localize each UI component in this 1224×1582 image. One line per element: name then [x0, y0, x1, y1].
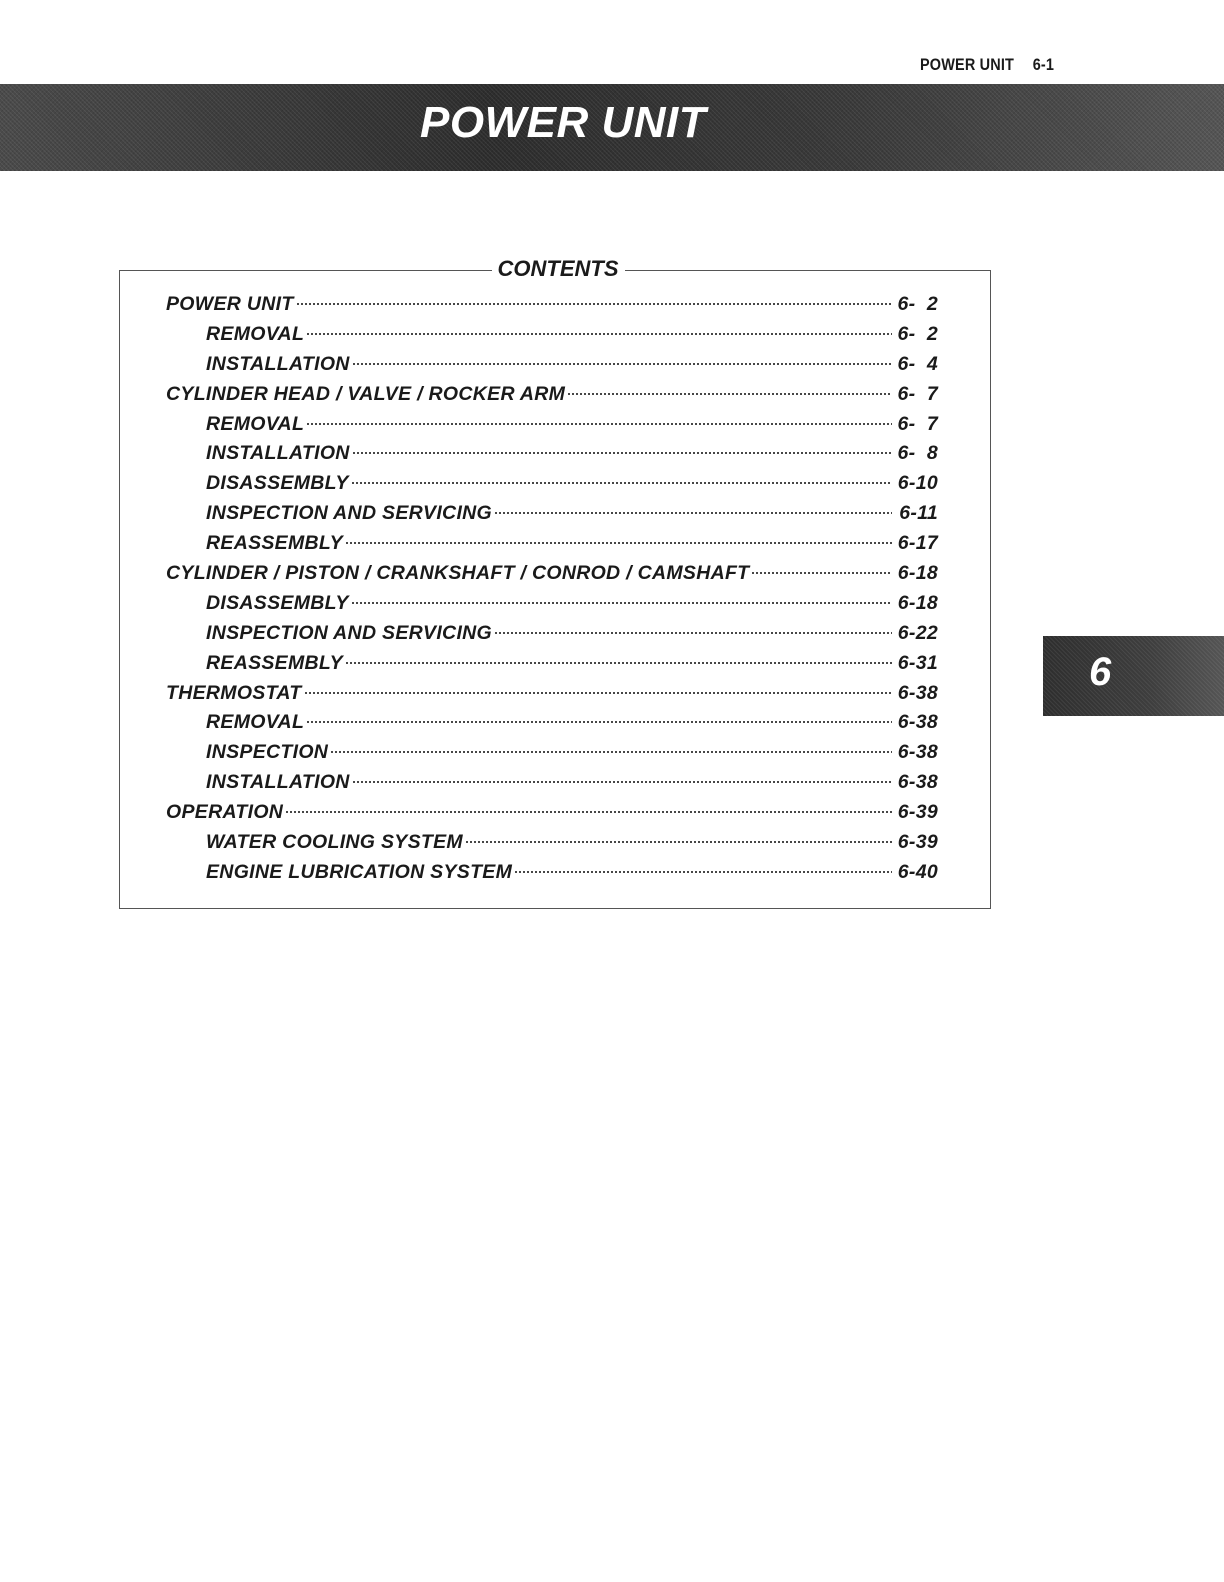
toc-entry-title: INSPECTION AND SERVICING	[206, 502, 493, 525]
toc-entry[interactable]	[166, 801, 938, 831]
section-tab-number: 6	[1089, 650, 1112, 694]
toc-entry-title: DISASSEMBLY	[206, 472, 349, 495]
section-tab	[1043, 636, 1224, 716]
toc-dot-leader	[352, 451, 892, 455]
toc-entry-title: REASSEMBLY	[206, 651, 343, 674]
toc-entry-title: DISASSEMBLY	[206, 591, 349, 614]
running-header	[920, 55, 1073, 75]
toc-entry-title: ENGINE LUBRICATION SYSTEM	[206, 860, 513, 883]
toc-dot-leader	[296, 302, 892, 306]
toc-entry[interactable]	[166, 323, 938, 353]
toc-dot-leader	[352, 780, 892, 784]
toc-dot-leader	[345, 541, 892, 545]
running-header-title: POWER UNIT	[920, 55, 1015, 74]
toc-entry-page: 6-18	[897, 562, 938, 585]
toc-entry-title: REMOVAL	[206, 412, 305, 435]
toc-entry-page: 6-38	[897, 741, 938, 764]
running-header-page-number: 6-1	[1032, 55, 1055, 74]
toc-entry-title: REMOVAL	[206, 711, 305, 734]
chapter-title-banner	[0, 84, 1224, 171]
toc-dot-leader	[306, 332, 892, 336]
toc-entry-page: 6- 2	[897, 293, 938, 315]
toc-entry[interactable]	[166, 711, 938, 741]
toc-entry-page: 6-18	[897, 591, 938, 614]
toc-entry-title: INSTALLATION	[206, 771, 350, 794]
toc-dot-leader	[306, 422, 892, 426]
toc-entry[interactable]	[166, 652, 938, 682]
toc-entry[interactable]	[166, 502, 938, 532]
toc-dot-leader	[514, 870, 892, 874]
toc-entry-page: 6- 8	[897, 442, 938, 465]
toc-entry-page: 6-22	[897, 621, 938, 644]
toc-entry-page: 6-38	[897, 711, 938, 734]
toc-entry-page: 6-11	[899, 502, 938, 525]
toc-entry-page: 6-10	[897, 472, 938, 495]
toc-dot-leader	[494, 631, 892, 635]
toc-entry-title: REASSEMBLY	[206, 532, 343, 555]
toc-entry-title: INSPECTION AND SERVICING	[206, 621, 493, 644]
toc-entry[interactable]	[166, 532, 938, 562]
contents-box	[119, 256, 991, 909]
toc-entry-page: 6- 2	[897, 322, 938, 345]
toc-dot-leader	[351, 481, 892, 485]
toc-entry-page: 6- 4	[897, 352, 938, 375]
toc-entry-title: OPERATION	[166, 801, 284, 824]
toc-dot-leader	[345, 661, 892, 665]
toc-entry-title: INSTALLATION	[206, 442, 350, 465]
toc-list	[166, 293, 938, 891]
toc-entry[interactable]	[166, 472, 938, 502]
toc-dot-leader	[465, 840, 892, 844]
toc-entry-title: INSTALLATION	[206, 352, 350, 375]
contents-heading-wrap	[120, 254, 990, 284]
toc-entry-page: 6-31	[897, 651, 938, 674]
toc-entry[interactable]	[166, 741, 938, 771]
toc-entry-page: 6-38	[897, 771, 938, 794]
toc-entry-title: THERMOSTAT	[166, 681, 302, 704]
toc-entry[interactable]	[166, 771, 938, 801]
toc-entry-title: CYLINDER / PISTON / CRANKSHAFT / CONROD / CAMSHAFT	[166, 562, 750, 585]
toc-entry-title: INSPECTION	[206, 741, 329, 764]
toc-entry-page: 6- 7	[897, 412, 938, 435]
toc-entry-title: WATER COOLING SYSTEM	[206, 831, 463, 854]
toc-entry[interactable]	[166, 353, 938, 383]
toc-entry-page: 6-38	[897, 681, 938, 704]
toc-dot-leader	[285, 810, 892, 814]
toc-entry[interactable]	[166, 682, 938, 712]
toc-entry-page: 6-17	[897, 532, 938, 555]
toc-dot-leader	[330, 750, 892, 754]
toc-dot-leader	[304, 691, 892, 695]
toc-dot-leader	[751, 571, 892, 575]
toc-entry-page: 6-40	[897, 860, 938, 883]
toc-entry[interactable]	[166, 293, 938, 323]
toc-entry-page: 6-39	[897, 801, 938, 824]
toc-entry[interactable]	[166, 562, 938, 592]
toc-entry[interactable]	[166, 413, 938, 443]
toc-entry[interactable]	[166, 622, 938, 652]
toc-entry-title: CYLINDER HEAD / VALVE / ROCKER ARM	[166, 382, 566, 405]
toc-entry-title: REMOVAL	[206, 322, 305, 345]
contents-heading: CONTENTS	[492, 254, 625, 284]
toc-entry[interactable]	[166, 831, 938, 861]
toc-dot-leader	[351, 601, 892, 605]
toc-entry[interactable]	[166, 442, 938, 472]
toc-entry[interactable]	[166, 592, 938, 622]
toc-entry[interactable]	[166, 383, 938, 413]
chapter-title: POWER UNIT	[420, 98, 707, 147]
toc-entry-title: POWER UNIT	[166, 293, 294, 315]
toc-entry-page: 6- 7	[897, 382, 938, 405]
toc-entry-page: 6-39	[897, 831, 938, 854]
toc-dot-leader	[352, 362, 892, 366]
toc-dot-leader	[567, 392, 892, 396]
toc-entry[interactable]	[166, 861, 938, 891]
toc-dot-leader	[306, 720, 892, 724]
toc-dot-leader	[494, 511, 892, 515]
